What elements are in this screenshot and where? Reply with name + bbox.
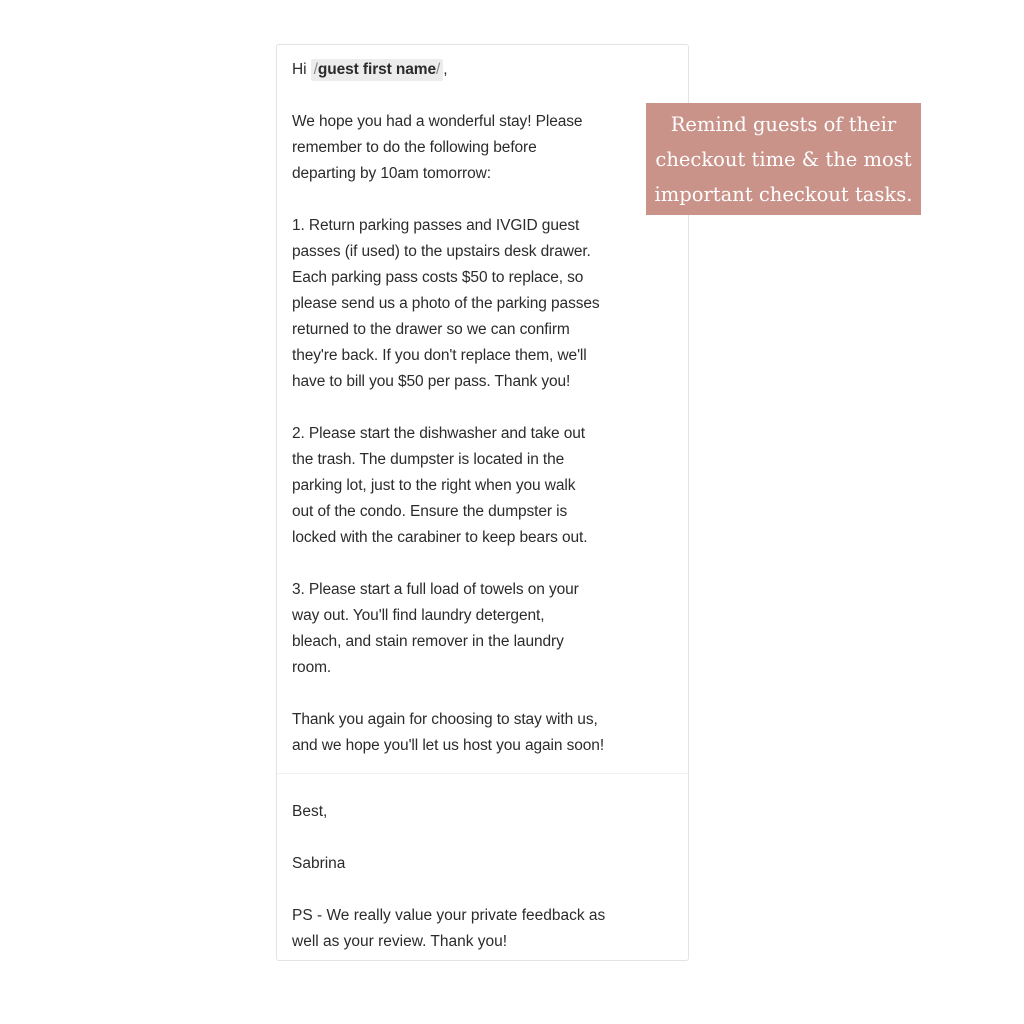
postscript: PS - We really value your private feedback as well as your review. Thank you! <box>292 907 606 950</box>
greeting-line <box>292 57 664 83</box>
tip-callout-box: Remind guests of their checkout time & the most important checkout tasks. <box>646 103 921 215</box>
signature-name: Sabrina <box>292 855 346 872</box>
intro-paragraph: We hope you had a wonderful stay! Please remember to do the following before departing by 10am tomorrow: <box>292 113 583 182</box>
signoff-block <box>292 799 672 981</box>
placeholder-slash-open: / <box>313 61 318 78</box>
message-body[interactable] <box>292 57 664 785</box>
task-2-dishwasher-trash: 2. Please start the dishwasher and take out the trash. The dumpster is located in the parking lot, just to the right when you walk out of the condo. Ensure the dumpster is locked with the carabiner to keep bears out. <box>292 425 588 546</box>
closing-line: Best, <box>292 803 328 820</box>
thank-you-paragraph: Thank you again for choosing to stay with us, and we hope you'll let us host you again soon! <box>292 711 605 754</box>
message-template-card[interactable] <box>276 44 689 961</box>
task-1-parking-passes: 1. Return parking passes and IVGID guest passes (if used) to the upstairs desk drawer. Each parking pass costs $50 to replace, so please send us a photo of the parking passes returned to the drawer so we can confirm they're back. If you don't replace them, we'll have to bill you $50 per pass. Thank you! <box>292 217 600 390</box>
placeholder-slash-close: / <box>436 61 441 78</box>
placeholder-text: guest first name <box>317 61 436 78</box>
greeting-prefix: Hi <box>292 61 311 78</box>
task-3-towels: 3. Please start a full load of towels on your way out. You'll find laundry detergent, bleach, and stain remover in the laundry room. <box>292 581 579 676</box>
guest-name-placeholder-chip[interactable] <box>311 59 444 81</box>
greeting-suffix: , <box>443 61 448 78</box>
